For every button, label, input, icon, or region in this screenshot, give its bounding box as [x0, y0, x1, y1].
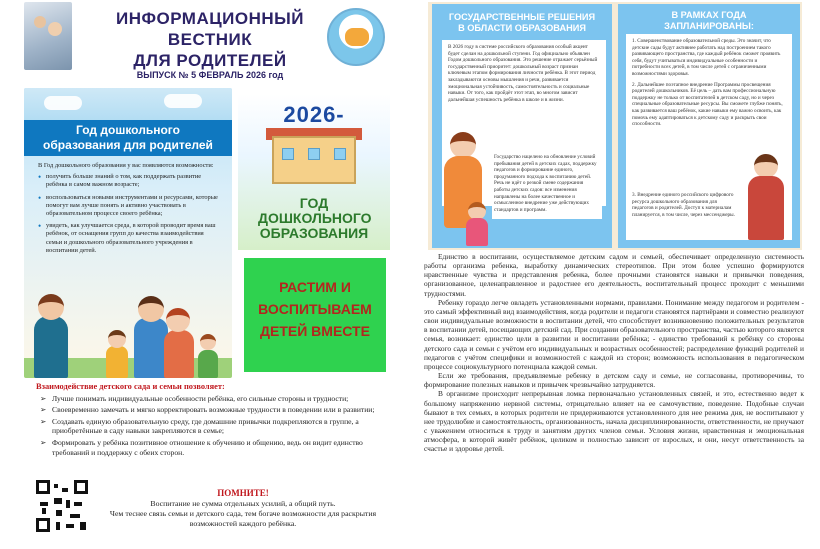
- remember-line: Чем теснее связь семьи и детского сада, тем богаче возможности для раскрытия возможностей каждого ребёнка.: [109, 509, 377, 528]
- qr-module: [66, 500, 70, 508]
- year-subtitle-line: ОБРАЗОВАНИЯ: [259, 225, 369, 241]
- remember-line: Воспитание не сумма отдельных усилий, а общий путь.: [150, 499, 336, 508]
- family-photo: [24, 2, 72, 70]
- plan-item: 1. Совершенствование образовательной среды. Это значит, что детские сады будут активнее работать над построением такого развивающего пространства, где каждый ребёнок сможет проявить себя, будут учитываться индивидуальные особенности и потребности всех детей, в том числе детей с ограниченными возможностями здоровья.: [632, 38, 781, 77]
- plans-panel: [618, 4, 800, 248]
- qr-module: [62, 488, 68, 492]
- window-icon: [308, 148, 320, 160]
- plans-text: [632, 38, 786, 132]
- teacher-head: [754, 154, 778, 178]
- teacher-head: [38, 294, 64, 320]
- poster-body: [38, 162, 220, 259]
- poster-intro: В Год дошкольного образования у вас появляются возможности:: [38, 162, 214, 169]
- poster-title-line: Год дошкольного: [76, 123, 180, 137]
- interaction-section: [36, 382, 392, 459]
- title-line: ВЕСТНИК: [167, 30, 253, 49]
- mother-daughter-illustration: [436, 132, 492, 248]
- window-icon: [282, 148, 294, 160]
- kindergarten-logo-icon: [327, 8, 385, 66]
- mother-head: [166, 308, 190, 332]
- year-label: 2026-: [283, 102, 345, 127]
- child-figure: [106, 346, 128, 378]
- qr-module: [42, 508, 46, 514]
- panel-title-line: ЗАПЛАНИРОВАНЫ:: [664, 21, 754, 31]
- qr-finder: [74, 480, 88, 494]
- year-of-preschool-tile: [238, 94, 390, 250]
- year-subtitle-line: ГОД: [299, 195, 329, 211]
- qr-module: [56, 522, 60, 530]
- qr-finder: [36, 480, 50, 494]
- interaction-bullet: ➢ Лучше понимать индивидуальные особенности ребёнка, его сильные стороны и трудности;: [36, 394, 392, 404]
- girl-figure: [466, 218, 488, 246]
- teacher-illustration: [742, 154, 790, 240]
- gov-paragraph: Государство нацелено на обновление условий пребывания детей в детских садах, поддержку педагогов и формирование единого, продуманного подхода к воспитанию детей. Речь не идёт о резкой смене содержания работы детских садов: все изменения направлены на более качественное и осмысленное внедрение уже действующих стандартов и программ.: [494, 154, 597, 213]
- gov-panel-title: [436, 12, 608, 34]
- gov-paragraph: В 2026 году в системе российского образования особый акцент будет сделан на дошкольной ступени. Год официально объявлен Годом дошкольного образования. Это решение отражает серьёзный государственный приоритет: дошкольный возраст признан ключевым этапом формирования личности ребёнка. В этот период закладываются основы мышления и речи, развивается эмоциональная устойчивость, самостоятельность и социальные навыки. От того, как пройдёт этот этап, во многом зависит дальнейшая успешность ребёнка в школе и в жизни.: [448, 44, 598, 103]
- title-line: ИНФОРМАЦИОННЫЙ: [115, 9, 305, 28]
- teacher-figure: [34, 316, 68, 378]
- plan-item: 3. Внедрение единого российского цифрового ресурса дошкольного образования для педагогов и родителей. Доступ к материалам планируется, в том числе, через мессенджеры.: [632, 192, 735, 218]
- qr-module: [74, 502, 82, 506]
- gov-decisions-panel: [432, 4, 612, 248]
- gov-panel-text: [448, 44, 600, 107]
- slogan-line: ВОСПИТЫВАЕМ: [258, 301, 372, 317]
- poster-title-line: образования для родителей: [43, 138, 213, 152]
- qr-module: [66, 524, 74, 528]
- qr-code-icon[interactable]: [36, 480, 88, 532]
- poster-sky: [24, 88, 232, 120]
- poster-bullet: • воспользоваться новыми инструментами и ресурсами, которые помогут вам лучше понять и активно участвовать в образовательном процессе своего ребёнка;: [38, 194, 220, 219]
- right-page: [412, 0, 820, 549]
- slogan-line: ДЕТЕЙ ВМЕСТЕ: [260, 323, 370, 339]
- family-illustration: [24, 288, 232, 378]
- window-icon: [334, 148, 346, 160]
- teacher-figure: [748, 176, 784, 240]
- gov-panel-text-2: [492, 152, 602, 219]
- kindergarten-building-icon: [272, 136, 356, 184]
- interaction-bullet: ➢ Формировать у ребёнка позитивное отношение к обучению и общению, ведь он видит единство требований и поддержку с обеих сторон.: [36, 438, 392, 457]
- preschool-year-poster: [24, 88, 232, 378]
- interaction-heading: Взаимодействие детского сада и семьи позволяет:: [36, 382, 225, 391]
- plans-text-3: [632, 192, 736, 222]
- qr-module: [56, 510, 62, 516]
- panel-title-line: ГОСУДАРСТВЕННЫЕ РЕШЕНИЯ: [448, 12, 596, 22]
- child-head: [108, 330, 126, 348]
- qr-module: [54, 484, 58, 488]
- article-paragraph: Если же требования, предъявляемые ребенку в детском саду и семье, не согласованы, противоречивы, то формирование полезных навыков и привычек чрезвычайно затрудняется.: [424, 371, 804, 390]
- plan-item: 2. Дальнейшее поэтапное внедрение Программы просвещения родителей дошкольников. Её цель – дать вам профессиональную поддержку не только от воспитателей в детском саду, но и через специальные образовательные ресурсы. Вы сможете глубже понять, как развивается ваш ребёнок, какие навыки ему важно освоить, как помочь ему адаптироваться к детскому саду и раскрыть свои способности.: [632, 81, 783, 128]
- interaction-bullet: ➢ Своевременно замечать и мягко корректировать возможные трудности в поведении или в развитии;: [36, 405, 392, 415]
- year-subtitle-line: ДОШКОЛЬНОГО: [258, 210, 372, 226]
- cloud-icon: [164, 94, 202, 108]
- plans-textbox: [626, 34, 792, 240]
- issue-number: ВЫПУСК № 5 ФЕВРАЛЬ 2026 год: [136, 70, 284, 80]
- panel-title-line: В ОБЛАСТИ ОБРАЗОВАНИЯ: [458, 23, 586, 33]
- title-line: ДЛЯ РОДИТЕЛЕЙ: [133, 51, 287, 70]
- poster-bullet: • получить больше знаний о том, как поддержать развитие ребёнка в самом важном возрасте;: [38, 173, 220, 189]
- father-figure: [134, 318, 168, 378]
- newsletter-title: [100, 8, 320, 71]
- child-figure: [198, 350, 218, 378]
- father-head: [138, 296, 164, 322]
- article-paragraph: Единство в воспитании, осуществляемое детским садом и семьей, обеспечивает определенную системность работы организма ребенка, выработку динамических стереотипов. При этом более успешно формируются нравственные чувства и представления ребенка, более прочными становятся навыки и привычки поведения, организованное, целенаправленное и радостнее его деятельность, воспитательный процесс проходит с меньшими трудностями.: [424, 252, 804, 298]
- child-head: [200, 334, 216, 350]
- interaction-bullet: ➢ Создавать единую образовательную среду, где домашние привычки подкрепляются в группе, а приобретённые в саду навыки закрепляются в семье;: [36, 417, 392, 436]
- qr-module: [40, 502, 48, 506]
- newsletter-header: [0, 0, 412, 88]
- panel-title-line: В РАМКАХ ГОДА: [671, 10, 747, 20]
- qr-module: [80, 522, 86, 530]
- year-subtitle: [258, 196, 370, 241]
- remember-block: [98, 488, 388, 529]
- slogan-text: [252, 276, 378, 342]
- article-paragraph: В организме происходит непрерывная ломка первоначально установленных связей, и это, естественно ведет к большому напряжению нервной системы, отрицательно влияет на ее самочувствие, поведение. Подобные случаи бывают в тех семьях, в которых родители не придерживаются установленного для нее режима дня, не воспитывают у нее трудолюбие и самостоятельность, организованность, начала дисциплинированности, ответственности, не приучают с уважением относиться к труду и занятиям других членов семьи. Условия жизни, нравственная и эмоциональная атмосфера, в которой живёт ребёнок, целиком и полностью зависит от взрослых, и они, несут ответственность за счастье и здоровье детей.: [424, 389, 804, 454]
- poster-bullet: • увидеть, как улучшается среда, в которой проводит время ваш ребёнок, от оснащения групп до качества взаимодействия семьи и дошкольного образовательного учреждения в воспитании детей.: [38, 222, 220, 255]
- poster-title: [24, 120, 232, 156]
- slogan-card: [244, 258, 386, 372]
- decisions-poster: [428, 2, 802, 250]
- qr-module: [54, 498, 62, 504]
- mother-figure: [164, 330, 194, 378]
- qr-finder: [36, 518, 50, 532]
- woman-head: [450, 132, 476, 158]
- slogan-line: РАСТИМ И: [279, 279, 351, 295]
- cloud-icon: [44, 96, 82, 110]
- qr-module: [70, 514, 80, 518]
- remember-heading: ПОМНИТЕ!: [217, 488, 269, 498]
- plans-panel-title: [618, 10, 800, 32]
- article-text: [424, 252, 804, 453]
- article-paragraph: Ребенку гораздо легче овладеть установленными нормами, правилами. Понимание между педагогом и родителем - это самый эффективный вид взаимодействия, когда родители и педагоги становятся партнёрами и совместно реализуют свои индивидуальные возможности в воспитании детей, что способствует возникновению положительных результатов в воспитании детей, посещающих детский сад. При создании образовательного пространства, частью которого является семья, возникает: единство цели в развитии и воспитании ребёнка; - единство требований к ребёнку со стороны детского сада и семьи с учётом его индивидуальных и возрастных особенностей; распределение функций родителей и педагогов с учётом специфики и возможностей с каждой из сторон; возможность использования в педагогическом процессе социокультурного потенциала каждой семьи.: [424, 297, 804, 371]
